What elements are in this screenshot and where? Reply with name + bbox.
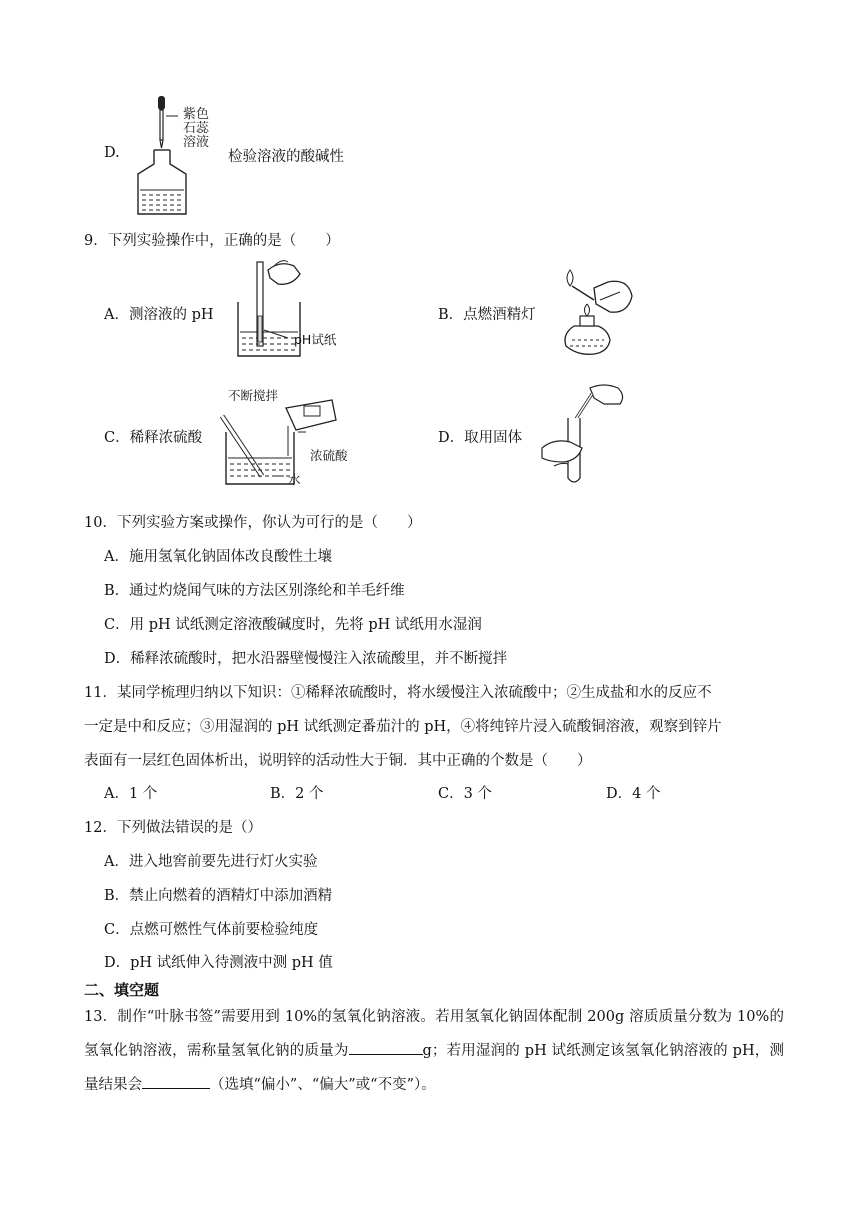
q11-option-b: B．2 个 — [270, 786, 324, 802]
q9-option-b: B．点燃酒精灯 — [438, 307, 536, 323]
water-label: 水 — [288, 472, 301, 487]
ph-paper-label: pH试纸 — [294, 332, 337, 347]
q9-option-c: C．稀释浓硫酸 — [104, 430, 203, 446]
q10-stem: 10．下列实验方案或操作，你认为可行的是（ ） — [84, 515, 422, 531]
q12-option-d: D．pH 试纸伸入待测液中测 pH 值 — [104, 955, 333, 971]
q13-part-3: （选填“偏小”、“偏大”或“不变”）。 — [210, 1077, 436, 1093]
q13-part-1: 13．制作“叶脉书签”需要用到 10%的氢氧化钠溶液。若用氢氧化钠固体配制 200g 溶质质量分数为 10%的氢氧化钠溶液，需称量氢氧化钠的质量为 — [84, 1009, 784, 1059]
solid-sampling-figure — [534, 378, 634, 490]
acid-label: 浓硫酸 — [310, 448, 348, 463]
q13-blank-2[interactable] — [142, 1074, 210, 1089]
q12-option-c: C．点燃可燃性气体前要检验纯度 — [104, 922, 319, 938]
q12-stem: 12．下列做法错误的是（） — [84, 820, 262, 836]
q10-option-b: B．通过灼烧闻气味的方法区别涤纶和羊毛纤维 — [104, 583, 405, 599]
section-title: 二、填空题 — [84, 981, 160, 999]
q10-option-c: C．用 pH 试纸测定溶液酸碱度时，先将 pH 试纸用水湿润 — [104, 617, 482, 633]
q13-blank-1[interactable] — [349, 1040, 423, 1055]
ph-test-beaker-figure — [228, 256, 358, 366]
q11-option-a: A．1 个 — [104, 786, 158, 802]
q11-line-2: 一定是中和反应；③用湿润的 pH 试纸测定番茄汁的 pH，④将纯锌片浸入硫酸铜溶液，观察到锌片 — [84, 719, 722, 735]
q12-option-a: A．进入地窖前要先进行灯火实验 — [104, 854, 318, 870]
q9-option-a: A．测溶液的 pH — [104, 307, 214, 323]
dropper-label: 紫色石蕊溶液 — [183, 107, 210, 150]
q9-stem: 9．下列实验操作中，正确的是（ ） — [84, 233, 340, 249]
q11-option-d: D．4 个 — [606, 786, 661, 802]
q13-part-2: g；若用湿润的 pH 试纸测定该氢氧化钠溶液的 pH，测量结果会 — [84, 1043, 784, 1093]
q13-paragraph — [84, 1000, 784, 1102]
q11-line-3: 表面有一层红色固体析出，说明锌的活动性大于铜．其中正确的个数是（ ） — [84, 753, 592, 769]
q8-option-d-letter: D. — [104, 145, 120, 161]
q8-option-d-text: 检验溶液的酸碱性 — [228, 149, 344, 165]
q11-line-1: 11．某同学梳理归纳以下知识：①稀释浓硫酸时，将水缓慢注入浓硫酸中；②生成盐和水的反应不 — [84, 685, 712, 701]
q9-option-d: D．取用固体 — [438, 430, 523, 446]
q12-option-b: B．禁止向燃着的酒精灯中添加酒精 — [104, 888, 333, 904]
q11-option-c: C．3 个 — [438, 786, 492, 802]
stir-label: 不断搅拌 — [228, 388, 279, 403]
alcohol-lamp-figure — [548, 260, 638, 360]
q10-option-a: A．施用氢氧化钠固体改良酸性土壤 — [104, 549, 332, 565]
q10-option-d: D．稀释浓硫酸时，把水沿器壁慢慢注入浓硫酸里，并不断搅拌 — [104, 651, 508, 667]
